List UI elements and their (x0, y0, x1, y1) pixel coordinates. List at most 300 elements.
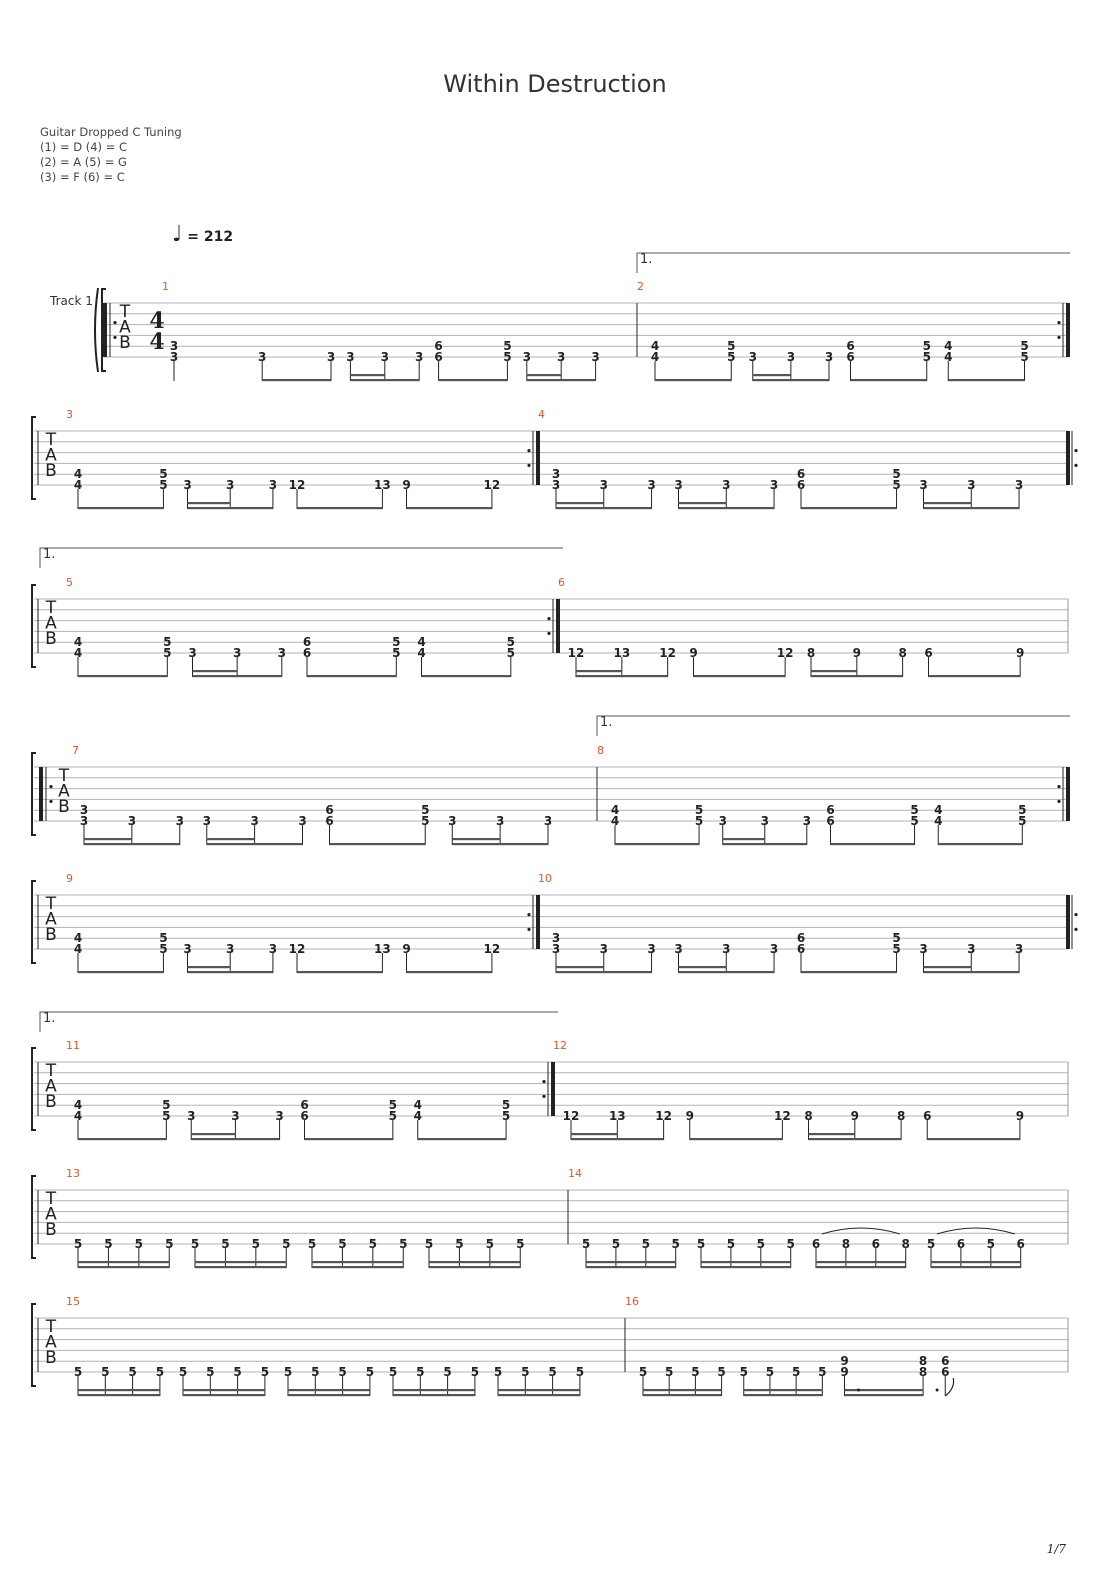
fret-number: 4 (413, 1109, 422, 1123)
fret-number: 4 (73, 942, 83, 956)
fret-number: 4 (73, 467, 83, 482)
repeat-dot (542, 1080, 545, 1083)
system-bracket (32, 585, 36, 667)
tab-clef-letter: T (58, 766, 70, 786)
beam (188, 507, 273, 509)
tab-clef-letter: A (119, 317, 131, 338)
fret-number: 3 (183, 942, 192, 956)
measure-number: 16 (625, 1295, 639, 1308)
fret-number: 4 (650, 339, 660, 354)
beam-secondary (571, 1133, 617, 1135)
fret-number: 5 (671, 1237, 680, 1251)
fret-number: 6 (302, 646, 312, 660)
measure-number: 12 (553, 1039, 567, 1052)
repeat-end-thick-bar (551, 1062, 555, 1116)
fret-number: 9 (850, 1109, 859, 1123)
fret-number: 4 (610, 803, 620, 818)
fret-number: 5 (575, 1365, 585, 1379)
fret-number: 6 (811, 1237, 821, 1251)
volta-bracket (597, 716, 1070, 736)
fret-number: 5 (421, 803, 430, 818)
fret-number: 3 (824, 350, 834, 364)
repeat-dot (527, 928, 530, 931)
fret-number: 3 (647, 478, 656, 492)
fret-number: 3 (674, 942, 683, 956)
fret-number: 3 (967, 942, 976, 956)
fret-number: 4 (73, 635, 83, 650)
repeat-start-thick-bar (103, 303, 107, 357)
beam (297, 971, 382, 973)
fret-number: 3 (543, 814, 553, 828)
repeat-dot (1057, 336, 1060, 339)
fret-number: 5 (155, 1365, 165, 1379)
fret-number: 5 (162, 1109, 171, 1123)
repeat-dot (1057, 800, 1060, 803)
fret-number: 6 (325, 814, 334, 828)
beam (938, 843, 1022, 845)
fret-number: 12 (483, 478, 501, 492)
fret-number: 3 (258, 350, 267, 364)
fret-number: 3 (268, 478, 278, 492)
repeat-dot (547, 617, 550, 620)
beam (498, 1394, 580, 1396)
beam (78, 971, 163, 973)
fret-number: 3 (674, 478, 683, 492)
fret-number: 3 (495, 814, 505, 828)
beam-secondary (350, 374, 384, 376)
repeat-dot (527, 913, 530, 916)
beam (78, 675, 167, 677)
repeat-dot (1074, 449, 1077, 452)
fret-number: 5 (162, 1098, 171, 1113)
fret-number: 5 (726, 1237, 736, 1251)
beam (207, 843, 303, 845)
system-bracket (32, 753, 36, 835)
fret-number: 6 (924, 646, 933, 660)
beam-secondary (845, 1389, 924, 1391)
fret-number: 3 (79, 814, 89, 828)
beam (811, 675, 903, 677)
beam (701, 1266, 791, 1268)
beam-secondary (556, 966, 604, 968)
fret-number: 3 (275, 1109, 284, 1123)
beam (78, 1266, 169, 1268)
repeat-dot (49, 785, 52, 788)
song-title: Within Destruction (443, 70, 667, 98)
fret-number: 4 (934, 803, 943, 818)
repeat-end-thick-bar (1066, 767, 1070, 821)
beam-secondary (452, 838, 500, 840)
fret-number: 3 (722, 478, 731, 492)
fret-number: 5 (506, 635, 515, 650)
fret-number: 5 (251, 1237, 261, 1251)
measure-number: 1 (162, 280, 169, 293)
fret-number: 3 (79, 803, 89, 818)
fret-number: 3 (226, 942, 235, 956)
fret-number: 5 (165, 1237, 174, 1251)
fret-number: 5 (338, 1365, 347, 1379)
fret-number: 4 (610, 814, 620, 828)
fret-number: 3 (760, 814, 769, 828)
fret-number: 5 (926, 1237, 936, 1251)
fret-number: 5 (694, 803, 704, 818)
beam (571, 1138, 664, 1140)
fret-number: 5 (128, 1365, 137, 1379)
beam (679, 971, 775, 973)
fret-number: 5 (388, 1109, 398, 1123)
beam (407, 971, 492, 973)
fret-number: 5 (665, 1365, 674, 1379)
beam (655, 379, 731, 381)
fret-number: 12 (567, 646, 585, 660)
fret-number: 5 (416, 1365, 425, 1379)
fret-number: 5 (727, 339, 736, 354)
fret-number: 3 (722, 942, 731, 956)
fret-number: 5 (233, 1365, 242, 1379)
fret-number: 5 (163, 635, 172, 650)
fret-number: 5 (503, 339, 512, 354)
fret-number: 5 (104, 1237, 113, 1251)
beam (78, 1394, 160, 1396)
fret-number: 6 (796, 931, 806, 946)
beam (723, 843, 807, 845)
fret-number: 4 (417, 635, 426, 650)
fret-number: 8 (898, 646, 907, 660)
track-label: Track 1 (50, 294, 93, 308)
fret-number: 5 (455, 1237, 464, 1251)
system-brace (95, 288, 98, 372)
fret-number: 9 (840, 1365, 849, 1379)
tab-clef-letter: B (45, 1092, 57, 1112)
fret-number: 5 (159, 942, 168, 956)
fret-number: 3 (802, 814, 811, 828)
fret-number: 6 (826, 814, 835, 828)
fret-number: 9 (852, 646, 862, 660)
fret-number: 5 (190, 1237, 200, 1251)
fret-number: 5 (922, 350, 931, 364)
beam-secondary (193, 670, 238, 672)
beam-secondary (78, 1389, 160, 1391)
fret-number: 5 (727, 350, 736, 364)
fret-number: 3 (326, 350, 336, 364)
fret-number: 5 (206, 1365, 215, 1379)
fret-number: 3 (522, 350, 531, 364)
fret-number: 5 (922, 339, 931, 354)
fret-number: 3 (748, 350, 757, 364)
fret-number: 5 (368, 1237, 378, 1251)
beam (831, 843, 915, 845)
beam (576, 675, 668, 677)
fret-number: 8 (804, 1109, 813, 1123)
fret-number: 4 (413, 1098, 422, 1113)
fret-number: 9 (689, 646, 698, 660)
fret-number: 5 (892, 942, 901, 956)
fret-number: 5 (421, 814, 430, 828)
tab-clef-letter: B (58, 797, 70, 817)
fret-number: 5 (388, 1098, 398, 1113)
fret-number: 5 (691, 1365, 700, 1379)
fret-number: 8 (806, 646, 816, 660)
fret-number: 3 (967, 478, 976, 492)
fret-number: 5 (1018, 803, 1027, 818)
beam-secondary (78, 1261, 169, 1263)
beam (801, 507, 897, 509)
beam-secondary (679, 502, 727, 504)
time-signature-numerator: 4 (149, 308, 165, 334)
fret-number: 4 (650, 350, 660, 364)
fret-number: 8 (901, 1237, 910, 1251)
repeat-end-thick-bar (1066, 303, 1070, 357)
fret-number: 3 (169, 350, 179, 364)
beam-secondary (809, 1133, 855, 1135)
system-bracket (32, 417, 36, 499)
beam (809, 1138, 902, 1140)
fret-number: 5 (521, 1365, 530, 1379)
page-number: 1/7 (1046, 1542, 1066, 1556)
fret-number: 4 (73, 1098, 83, 1113)
dot (857, 1389, 860, 1392)
beam (195, 1266, 286, 1268)
fret-number: 5 (311, 1365, 320, 1379)
fret-number: 4 (944, 339, 953, 354)
beam (556, 507, 652, 509)
beam (191, 1138, 279, 1140)
beam-secondary (931, 1261, 1021, 1263)
beam-secondary (576, 670, 622, 672)
fret-number: 5 (506, 646, 515, 660)
fret-number: 5 (638, 1365, 648, 1379)
beam (422, 675, 511, 677)
fret-number: 5 (501, 1098, 511, 1113)
fret-number: 5 (548, 1365, 557, 1379)
fret-number: 5 (365, 1365, 375, 1379)
tab-clef-letter: A (58, 781, 70, 802)
fret-number: 6 (941, 1365, 950, 1379)
beam (690, 1138, 783, 1140)
fret-number: 8 (918, 1354, 928, 1369)
note-flag (945, 1378, 953, 1396)
fret-number: 4 (417, 646, 426, 660)
fret-number: 3 (1014, 478, 1024, 492)
fret-number: 8 (896, 1109, 906, 1123)
repeat-end-thick-bar (556, 599, 560, 653)
fret-number: 3 (380, 350, 389, 364)
fret-number: 5 (159, 931, 168, 946)
system-bracket (32, 881, 36, 963)
beam (407, 507, 492, 509)
fret-number: 6 (846, 350, 855, 364)
measure-number: 4 (538, 408, 545, 421)
fret-number: 6 (923, 1109, 932, 1123)
beam (312, 1266, 403, 1268)
fret-number: 6 (300, 1098, 309, 1113)
fret-number: 3 (769, 478, 779, 492)
fret-number: 5 (221, 1237, 230, 1251)
beam-secondary (288, 1389, 370, 1391)
repeat-end-thick-bar (536, 895, 540, 949)
fret-number: 6 (956, 1237, 966, 1251)
beam (452, 843, 548, 845)
measure-number: 5 (66, 576, 73, 589)
repeat-start-thick-bar (39, 767, 43, 821)
fret-number: 3 (551, 467, 561, 482)
tab-clef-letter: T (45, 1317, 57, 1337)
beam (753, 379, 829, 381)
beam (188, 971, 273, 973)
beam-secondary (207, 838, 255, 840)
beam (183, 1394, 265, 1396)
fret-number: 13 (374, 478, 391, 492)
beam (927, 1138, 1020, 1140)
fret-number: 12 (483, 942, 501, 956)
fret-number: 6 (1016, 1237, 1025, 1251)
beam-secondary (188, 502, 231, 504)
fret-number: 3 (268, 942, 278, 956)
beam-secondary (811, 670, 857, 672)
fret-number: 5 (392, 635, 401, 650)
fret-number: 5 (818, 1365, 827, 1379)
fret-number: 5 (307, 1237, 317, 1251)
fret-number: 5 (986, 1237, 995, 1251)
beam-secondary (183, 1389, 265, 1391)
fret-number: 3 (231, 1109, 240, 1123)
beam-secondary (723, 838, 765, 840)
fret-number: 6 (434, 339, 443, 354)
fret-number: 3 (226, 478, 235, 492)
repeat-dot (1057, 321, 1060, 324)
fret-number: 4 (73, 478, 83, 492)
beam (744, 1394, 823, 1396)
measure-number: 11 (66, 1039, 80, 1052)
beam (439, 379, 508, 381)
tempo-value: = 212 (187, 229, 234, 245)
fret-number: 6 (302, 635, 312, 650)
fret-number: 5 (696, 1237, 706, 1251)
beam-secondary (701, 1261, 791, 1263)
beam-secondary (188, 966, 231, 968)
fret-number: 5 (910, 814, 919, 828)
fret-number: 5 (765, 1365, 775, 1379)
system-bracket (32, 1176, 36, 1258)
fret-number: 3 (250, 814, 259, 828)
tab-clef-letter: A (45, 613, 57, 634)
beam-secondary (429, 1261, 520, 1263)
tab-clef-letter: A (45, 445, 57, 466)
quarter-note-icon: ♩ (172, 222, 183, 247)
fret-number: 5 (485, 1237, 495, 1251)
repeat-dot (527, 464, 530, 467)
beam (845, 1394, 924, 1396)
beam-secondary (498, 1389, 580, 1391)
fret-number: 13 (374, 942, 391, 956)
fret-number: 4 (73, 646, 83, 660)
fret-number: 5 (516, 1237, 525, 1251)
beam (350, 379, 419, 381)
fret-number: 5 (501, 1109, 511, 1123)
fret-number: 3 (169, 339, 179, 354)
fret-number: 3 (187, 1109, 196, 1123)
measure-number: 14 (568, 1167, 582, 1180)
tab-clef-letter: T (45, 1061, 57, 1081)
repeat-dot (542, 1095, 545, 1098)
repeat-start-thick-bar (1066, 431, 1070, 485)
fret-number: 5 (756, 1237, 765, 1251)
fret-number: 5 (503, 350, 512, 364)
beam-secondary (924, 502, 972, 504)
beam (297, 507, 382, 509)
fret-number: 9 (1015, 1109, 1025, 1123)
fret-number: 6 (300, 1109, 309, 1123)
tab-clef-letter: T (119, 302, 131, 322)
fret-number: 13 (613, 646, 631, 660)
fret-number: 5 (260, 1365, 270, 1379)
fret-number: 5 (73, 1237, 83, 1251)
fret-number: 3 (591, 350, 600, 364)
fret-number: 3 (232, 646, 242, 660)
fret-number: 3 (599, 478, 608, 492)
beam (527, 379, 596, 381)
measure-number: 13 (66, 1167, 80, 1180)
volta-bracket (40, 1012, 558, 1032)
beam-secondary (753, 374, 791, 376)
fret-number: 5 (424, 1237, 434, 1251)
fret-number: 12 (776, 646, 794, 660)
fret-number: 4 (73, 931, 83, 946)
beam-secondary (679, 966, 727, 968)
beam (694, 675, 786, 677)
repeat-start-thick-bar (1066, 895, 1070, 949)
fret-number: 5 (717, 1365, 726, 1379)
fret-number: 3 (346, 350, 355, 364)
tab-clef-letter: A (45, 1076, 57, 1097)
fret-number: 3 (599, 942, 608, 956)
beam-secondary (816, 1261, 906, 1263)
beam (643, 1394, 722, 1396)
repeat-dot (49, 800, 52, 803)
beam (924, 971, 1020, 973)
fret-number: 3 (1014, 942, 1024, 956)
fret-number: 6 (941, 1354, 950, 1369)
fret-number: 6 (434, 350, 443, 364)
beam-secondary (191, 1133, 235, 1135)
fret-number: 12 (288, 942, 306, 956)
beam-secondary (643, 1389, 722, 1391)
repeat-dot (1074, 464, 1077, 467)
fret-number: 9 (1015, 646, 1025, 660)
fret-number: 5 (178, 1365, 188, 1379)
beam-secondary (527, 374, 561, 376)
fret-number: 12 (655, 1109, 672, 1123)
beam (193, 675, 282, 677)
fret-number: 3 (415, 350, 424, 364)
fret-number: 3 (769, 942, 779, 956)
fret-number: 5 (892, 467, 901, 482)
beam (330, 843, 426, 845)
beam (393, 1394, 475, 1396)
beam (586, 1266, 676, 1268)
beam (851, 379, 927, 381)
fret-number: 12 (774, 1109, 791, 1123)
beam-secondary (924, 966, 972, 968)
fret-number: 4 (934, 814, 943, 828)
beam (78, 1138, 166, 1140)
fret-number: 3 (786, 350, 796, 364)
fret-number: 9 (840, 1354, 849, 1369)
beam (679, 507, 775, 509)
fret-number: 6 (796, 478, 806, 492)
fret-number: 3 (557, 350, 566, 364)
volta-bracket (637, 253, 1070, 273)
